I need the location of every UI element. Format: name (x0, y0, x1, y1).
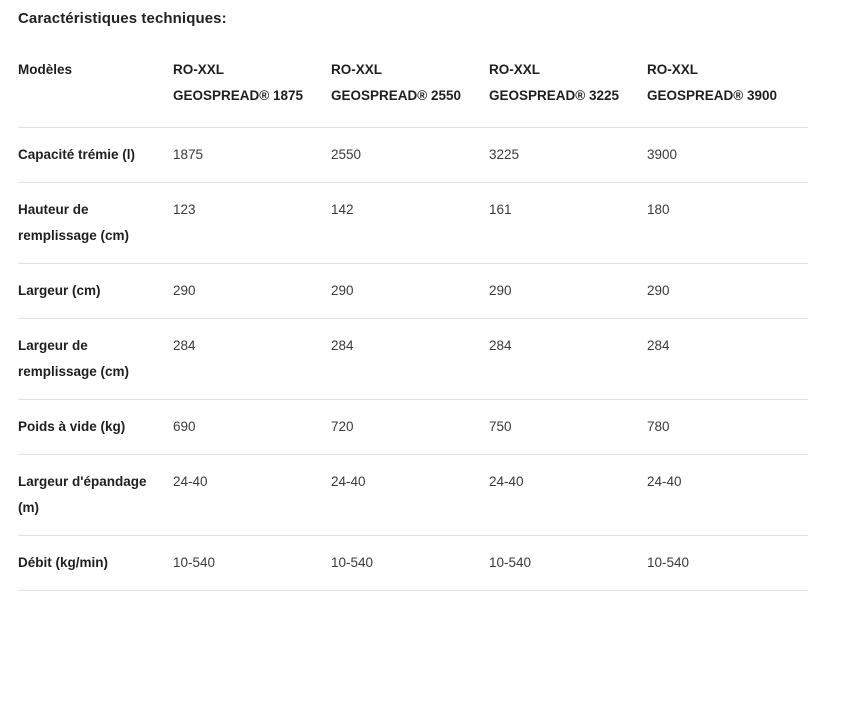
row-label-empty-weight: Poids à vide (kg) (18, 400, 173, 455)
cell-filling-width-2: 284 (331, 319, 489, 400)
cell-filling-width-3: 284 (489, 319, 647, 400)
cell-spreading-width-4: 24-40 (647, 455, 808, 536)
table-row (18, 128, 808, 183)
cell-hopper-capacity-4: 3900 (647, 128, 808, 183)
table-header-model-1: RO-XXL GEOSPREAD® 1875 (173, 47, 331, 128)
cell-flow-rate-3: 10-540 (489, 536, 647, 591)
cell-filling-width-1: 284 (173, 319, 331, 400)
cell-filling-width-4: 284 (647, 319, 808, 400)
page-title: Caractéristiques techniques: (18, 10, 227, 27)
table-row (18, 264, 808, 319)
row-label-flow-rate: Débit (kg/min) (18, 536, 173, 591)
row-label-spreading-width: Largeur d'épandage (m) (18, 455, 173, 536)
table-row (18, 536, 808, 591)
table-row (18, 400, 808, 455)
row-label-width: Largeur (cm) (18, 264, 173, 319)
table-header-model-4: RO-XXL GEOSPREAD® 3900 (647, 47, 808, 128)
cell-width-4: 290 (647, 264, 808, 319)
table-body (18, 128, 808, 591)
row-label-filling-width: Largeur de remplissage (cm) (18, 319, 173, 400)
cell-spreading-width-2: 24-40 (331, 455, 489, 536)
cell-width-2: 290 (331, 264, 489, 319)
cell-hopper-capacity-1: 1875 (173, 128, 331, 183)
table-header (18, 47, 808, 128)
cell-empty-weight-3: 750 (489, 400, 647, 455)
cell-empty-weight-4: 780 (647, 400, 808, 455)
cell-spreading-width-1: 24-40 (173, 455, 331, 536)
row-label-filling-height: Hauteur de remplissage (cm) (18, 183, 173, 264)
cell-flow-rate-2: 10-540 (331, 536, 489, 591)
cell-empty-weight-1: 690 (173, 400, 331, 455)
cell-filling-height-1: 123 (173, 183, 331, 264)
table-row (18, 455, 808, 536)
cell-spreading-width-3: 24-40 (489, 455, 647, 536)
cell-filling-height-4: 180 (647, 183, 808, 264)
cell-width-3: 290 (489, 264, 647, 319)
cell-hopper-capacity-2: 2550 (331, 128, 489, 183)
cell-filling-height-2: 142 (331, 183, 489, 264)
cell-empty-weight-2: 720 (331, 400, 489, 455)
table-header-models: Modèles (18, 47, 173, 128)
table-header-row (18, 47, 808, 128)
row-label-hopper-capacity: Capacité trémie (l) (18, 128, 173, 183)
table-header-model-3: RO-XXL GEOSPREAD® 3225 (489, 47, 647, 128)
table-row (18, 183, 808, 264)
cell-filling-height-3: 161 (489, 183, 647, 264)
table-header-model-2: RO-XXL GEOSPREAD® 2550 (331, 47, 489, 128)
cell-width-1: 290 (173, 264, 331, 319)
cell-hopper-capacity-3: 3225 (489, 128, 647, 183)
cell-flow-rate-4: 10-540 (647, 536, 808, 591)
table-row (18, 319, 808, 400)
cell-flow-rate-1: 10-540 (173, 536, 331, 591)
technical-specifications-table (18, 47, 808, 591)
